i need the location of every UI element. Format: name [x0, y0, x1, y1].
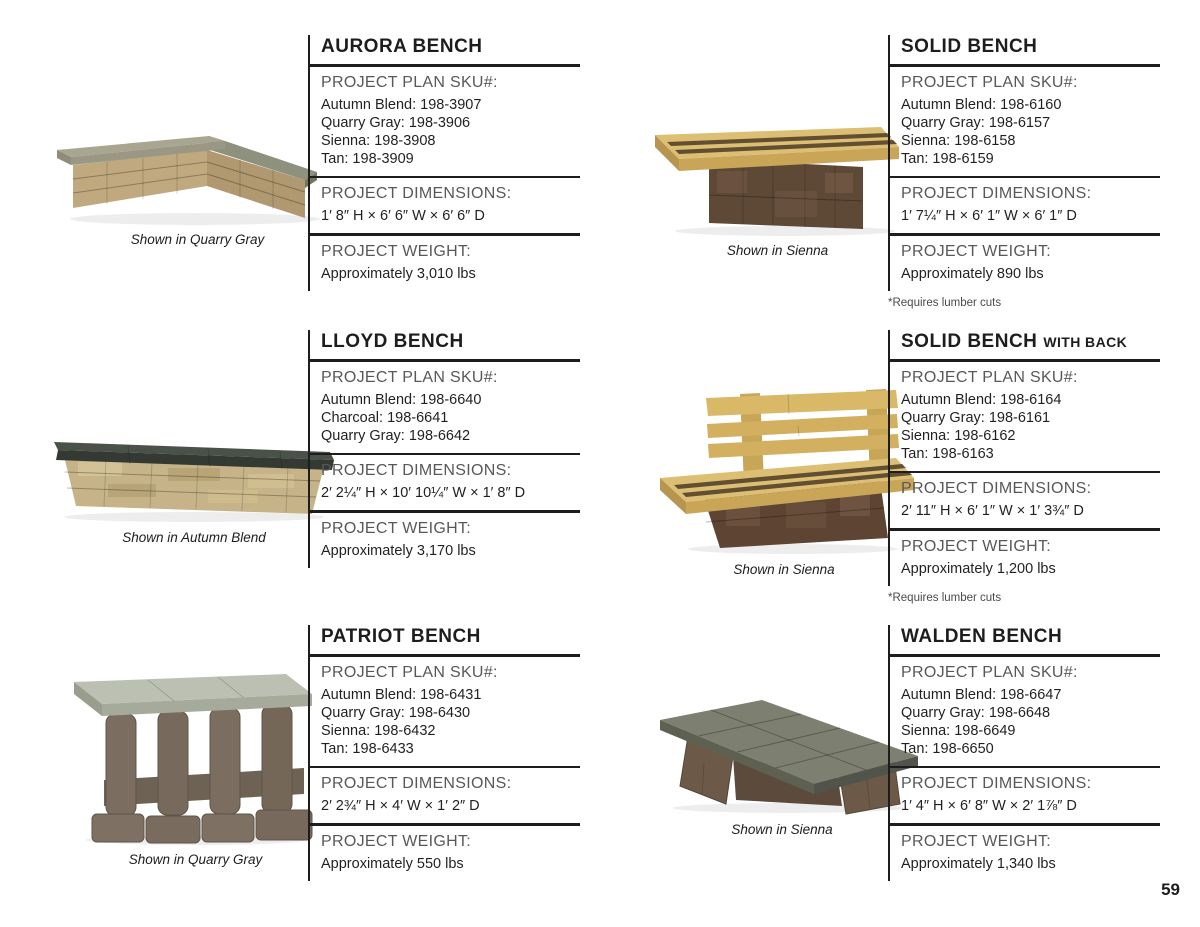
- sku-label: PROJECT PLAN SKU#:: [901, 368, 1078, 386]
- product-title: [321, 330, 580, 359]
- sku-line: Autumn Blend: 198-6640: [321, 391, 482, 408]
- product-title-text: SOLID BENCH: [901, 36, 1038, 57]
- sku-line: Autumn Blend: 198-6164: [901, 391, 1062, 408]
- spec-panel: [308, 35, 580, 291]
- sku-line: Sienna: 198-6162: [901, 427, 1016, 444]
- dimensions-label: PROJECT DIMENSIONS:: [901, 775, 1092, 792]
- solid-bench-image: [635, 111, 920, 237]
- spec-panel: [888, 625, 1160, 881]
- sku-line: Tan: 198-6433: [321, 740, 414, 757]
- product-title-text: SOLID BENCH: [901, 331, 1038, 352]
- sku-section: [321, 657, 580, 766]
- dimensions-label: PROJECT DIMENSIONS:: [901, 185, 1092, 202]
- sku-line: Quarry Gray: 198-6430: [321, 704, 471, 721]
- footnote: *Requires lumber cuts: [888, 591, 1002, 604]
- weight-value: Approximately 550 lbs: [321, 855, 464, 872]
- dimensions-section: [901, 768, 1160, 823]
- sku-line: Tan: 198-6163: [901, 445, 994, 462]
- weight-label: PROJECT WEIGHT:: [321, 832, 471, 850]
- photo-caption: Shown in Quarry Gray: [130, 232, 265, 247]
- sku-line: Autumn Blend: 198-3907: [321, 96, 482, 113]
- weight-value: Approximately 3,170 lbs: [321, 542, 476, 559]
- sku-line: Autumn Blend: 198-6160: [901, 96, 1062, 113]
- footnote: *Requires lumber cuts: [888, 296, 1002, 309]
- sku-line: Quarry Gray: 198-3906: [321, 114, 471, 131]
- walden-bench-image: [638, 686, 926, 816]
- sku-line: Tan: 198-6650: [901, 740, 994, 757]
- page-number: 59: [1161, 880, 1180, 899]
- sku-label: PROJECT PLAN SKU#:: [321, 663, 498, 681]
- product-title-text: LLOYD BENCH: [321, 331, 464, 352]
- spec-panel: [888, 330, 1160, 586]
- sku-line: Quarry Gray: 198-6157: [901, 114, 1051, 131]
- sku-section: [901, 67, 1160, 176]
- photo-caption: Shown in Sienna: [726, 243, 829, 258]
- weight-label: PROJECT WEIGHT:: [321, 242, 471, 260]
- weight-section: [901, 531, 1160, 586]
- weight-section: [901, 236, 1160, 291]
- solid-bench-with-back-image: [648, 386, 920, 556]
- sku-list: [901, 96, 1160, 168]
- patriot-bench-image: [68, 664, 323, 846]
- aurora-bench-figure: [55, 128, 340, 247]
- solid-bench-figure: [635, 111, 920, 258]
- spec-panel: [308, 330, 580, 568]
- weight-section: [321, 513, 580, 568]
- dimensions-value: 1′ 4″ H × 6′ 8″ W × 2′ 1⅞″ D: [901, 798, 1077, 814]
- sku-line: Quarry Gray: 198-6642: [321, 427, 471, 444]
- weight-label: PROJECT WEIGHT:: [901, 832, 1051, 850]
- sku-line: Autumn Blend: 198-6647: [901, 686, 1062, 703]
- sku-section: [321, 67, 580, 176]
- weight-value: Approximately 890 lbs: [901, 265, 1044, 282]
- weight-label: PROJECT WEIGHT:: [901, 242, 1051, 260]
- sku-line: Autumn Blend: 198-6431: [321, 686, 482, 703]
- dimensions-label: PROJECT DIMENSIONS:: [321, 462, 512, 479]
- weight-section: [321, 826, 580, 881]
- sku-line: Tan: 198-3909: [321, 150, 414, 167]
- dimensions-value: 2′ 11″ H × 6′ 1″ W × 1′ 3¾″ D: [901, 503, 1084, 519]
- product-title: [321, 625, 580, 654]
- product-title-text: WALDEN BENCH: [901, 626, 1063, 647]
- patriot-bench-figure: [68, 664, 323, 867]
- lloyd-bench-image: [48, 414, 340, 524]
- sku-section: [901, 657, 1160, 766]
- weight-value: Approximately 3,010 lbs: [321, 265, 476, 282]
- sku-list: [321, 391, 580, 445]
- product-title-suffix: WITH BACK: [1043, 334, 1128, 350]
- dimensions-value: 2′ 2¼″ H × 10′ 10¼″ W × 1′ 8″ D: [321, 485, 526, 501]
- weight-section: [901, 826, 1160, 881]
- sku-list: [321, 686, 580, 758]
- product-title: [901, 330, 1160, 359]
- photo-caption: Shown in Quarry Gray: [128, 852, 263, 867]
- photo-caption: Shown in Sienna: [733, 562, 835, 577]
- sku-label: PROJECT PLAN SKU#:: [901, 73, 1078, 91]
- dimensions-label: PROJECT DIMENSIONS:: [321, 775, 512, 792]
- spec-panel: [308, 625, 580, 881]
- weight-label: PROJECT WEIGHT:: [321, 519, 471, 537]
- sku-label: PROJECT PLAN SKU#:: [321, 73, 498, 91]
- weight-value: Approximately 1,200 lbs: [901, 560, 1056, 577]
- product-title: [901, 35, 1160, 64]
- sku-line: Tan: 198-6159: [901, 150, 994, 167]
- weight-value: Approximately 1,340 lbs: [901, 855, 1056, 872]
- product-title: [901, 625, 1160, 654]
- dimensions-value: 1′ 7¼″ H × 6′ 1″ W × 6′ 1″ D: [901, 208, 1077, 224]
- sku-list: [901, 686, 1160, 758]
- solid-bench-with-back-figure: [648, 386, 920, 577]
- photo-caption: Shown in Sienna: [731, 822, 833, 837]
- sku-label: PROJECT PLAN SKU#:: [901, 663, 1078, 681]
- dimensions-label: PROJECT DIMENSIONS:: [901, 480, 1092, 497]
- dimensions-section: [321, 178, 580, 233]
- weight-label: PROJECT WEIGHT:: [901, 537, 1051, 555]
- sku-line: Sienna: 198-6649: [901, 722, 1016, 739]
- lloyd-bench-figure: [48, 414, 340, 545]
- dimensions-section: [901, 473, 1160, 528]
- aurora-bench-image: [55, 128, 340, 226]
- sku-line: Sienna: 198-6158: [901, 132, 1016, 149]
- product-title-text: AURORA BENCH: [321, 36, 483, 57]
- dimensions-value: 1′ 8″ H × 6′ 6″ W × 6′ 6″ D: [321, 208, 485, 224]
- product-title: [321, 35, 580, 64]
- product-title-text: PATRIOT BENCH: [321, 626, 481, 647]
- sku-line: Quarry Gray: 198-6161: [901, 409, 1051, 426]
- sku-line: Quarry Gray: 198-6648: [901, 704, 1051, 721]
- dimensions-section: [321, 768, 580, 823]
- sku-line: Charcoal: 198-6641: [321, 409, 449, 426]
- photo-caption: Shown in Autumn Blend: [122, 530, 266, 545]
- sku-list: [901, 391, 1160, 463]
- dimensions-value: 2′ 2¾″ H × 4′ W × 1′ 2″ D: [321, 798, 480, 814]
- sku-label: PROJECT PLAN SKU#:: [321, 368, 498, 386]
- weight-section: [321, 236, 580, 291]
- sku-line: Sienna: 198-6432: [321, 722, 436, 739]
- sku-line: Sienna: 198-3908: [321, 132, 436, 149]
- spec-panel: [888, 35, 1160, 291]
- sku-list: [321, 96, 580, 168]
- dimensions-section: [321, 455, 580, 510]
- dimensions-label: PROJECT DIMENSIONS:: [321, 185, 512, 202]
- sku-section: [901, 362, 1160, 471]
- dimensions-section: [901, 178, 1160, 233]
- sku-section: [321, 362, 580, 453]
- walden-bench-figure: [638, 686, 926, 837]
